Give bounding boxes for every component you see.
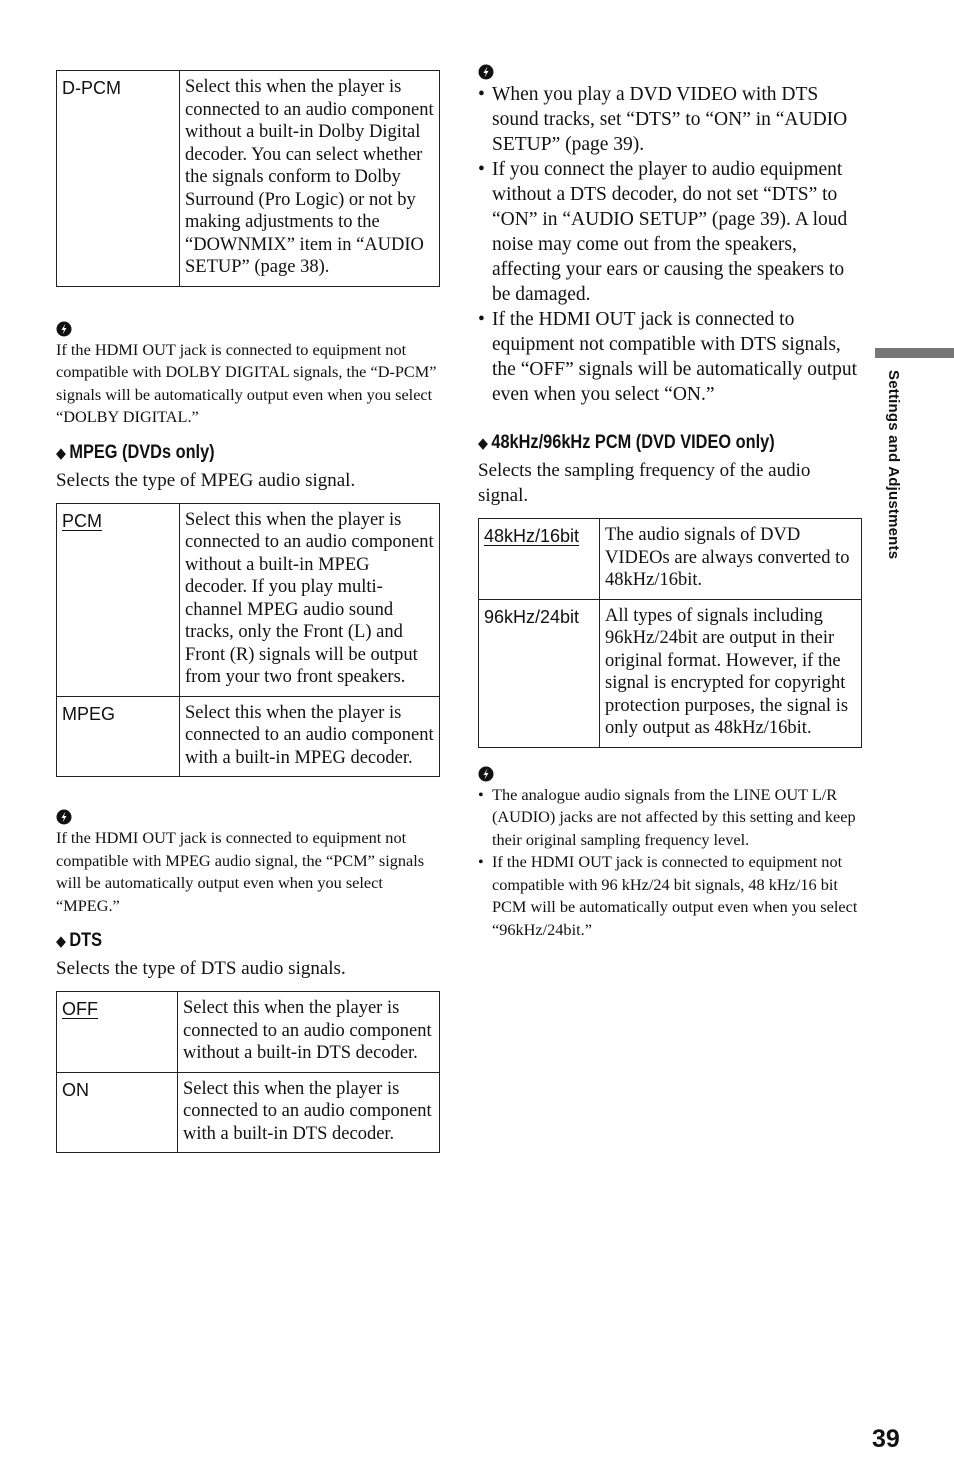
option-term: PCM (57, 503, 180, 696)
list-item: • When you play a DVD VIDEO with DTS sound tracks, set “DTS” to “ON” in “AUDIO SETUP” (page 39). (478, 82, 862, 157)
diamond-icon: ◆ (478, 435, 488, 452)
note-block (56, 321, 440, 429)
option-description: Select this when the player is connected to an audio component without a built-in DTS decoder. (178, 992, 440, 1073)
table-row (57, 1072, 440, 1153)
option-description: Select this when the player is connected to an audio component without a built-in Dolby Digital decoder. You can select whether the signals conform to Dolby Surround (Pro Logic) or not by making adjustments to the “DOWNMIX” item in “AUDIO SETUP” (page 38). (180, 71, 440, 287)
note-text: If the HDMI OUT jack is connected to equipment not compatible with DOLBY DIGITAL signals, the “D-PCM” signals will be automatically output even when you select “DOLBY DIGITAL.” (56, 339, 437, 426)
option-description: The audio signals of DVD VIDEOs are always converted to 48kHz/16bit. (600, 519, 862, 600)
diamond-icon: ◆ (56, 444, 66, 462)
list-item: • If the HDMI OUT jack is connected to equipment not compatible with DTS signals, the “OFF” signals will be automatically output even when you select “ON.” (478, 307, 862, 407)
section-intro: Selects the type of MPEG audio signal. (56, 469, 356, 491)
note-block (478, 766, 862, 942)
list-item: • The analogue audio signals from the LINE OUT L/R (AUDIO) jacks are not affected by this setting and keep their original sampling frequency level. (478, 784, 862, 852)
table-row (57, 696, 440, 777)
dpcm-option-table (56, 70, 440, 287)
option-term: ON (57, 1072, 178, 1153)
right-column (478, 64, 862, 941)
left-column (56, 70, 440, 1153)
section-intro: Selects the type of DTS audio signals. (56, 958, 346, 979)
table-row (479, 599, 862, 747)
option-description: Select this when the player is connected to an audio component with a built-in DTS decoder. (178, 1072, 440, 1153)
option-description: All types of signals including 96kHz/24bit are output in their original format. However, if the signal is encrypted for copyright protection purposes, the signal is only output as 48kHz/16bit. (600, 599, 862, 747)
dts-notes-list (478, 82, 862, 407)
section-heading-dts: ◆ DTS (56, 930, 103, 951)
pcm-frequency-table (478, 518, 862, 748)
table-row (57, 992, 440, 1073)
section-intro: Selects the sampling frequency of the audio signal. (478, 460, 811, 506)
note-hint-icon (478, 766, 494, 782)
note-hint-icon (56, 809, 72, 825)
mpeg-option-table (56, 503, 440, 778)
table-row (479, 519, 862, 600)
dts-option-table (56, 991, 440, 1153)
table-row (57, 71, 440, 287)
option-term: 48kHz/16bit (479, 519, 600, 600)
note-hint-icon (478, 64, 494, 80)
option-term: OFF (57, 992, 178, 1073)
option-term: MPEG (57, 696, 180, 777)
page-number: 39 (872, 1425, 900, 1453)
option-description: Select this when the player is connected to an audio component without a built-in MPEG decoder. If you play multi-channel MPEG audio sound tracks, only the Front (L) and Front (R) signals will be output from your two front speakers. (180, 503, 440, 696)
side-tab-bar (875, 348, 954, 358)
table-row (57, 503, 440, 696)
option-description: Select this when the player is connected to an audio component with a built-in MPEG decoder. (180, 696, 440, 777)
diamond-icon: ◆ (56, 933, 66, 950)
note-text: If the HDMI OUT jack is connected to equipment not compatible with MPEG audio signal, the “PCM” signals will be automatically output even when you select “MPEG.” (56, 828, 425, 915)
list-item: • If you connect the player to audio equipment without a DTS decoder, do not set “DTS” to “ON” in “AUDIO SETUP” (page 39). A loud noise may come out from the speakers, affecting your ears or causing the speakers to be damaged. (478, 157, 862, 307)
section-heading-mpeg: ◆ MPEG (DVDs only) (56, 441, 215, 463)
pcm-notes-list (478, 784, 862, 942)
list-item: • If the HDMI OUT jack is connected to equipment not compatible with 96 kHz/24 bit signals, 48 kHz/16 bit PCM will be automatically output even when you select “96kHz/24bit.” (478, 851, 862, 941)
section-heading-48khz-pcm: ◆ 48kHz/96kHz PCM (DVD VIDEO only) (478, 432, 775, 453)
option-term: D-PCM (57, 71, 180, 287)
note-hint-icon (56, 321, 72, 337)
side-section-label: Settings and Adjustments (885, 370, 902, 560)
note-block (56, 809, 440, 917)
option-term: 96kHz/24bit (479, 599, 600, 747)
